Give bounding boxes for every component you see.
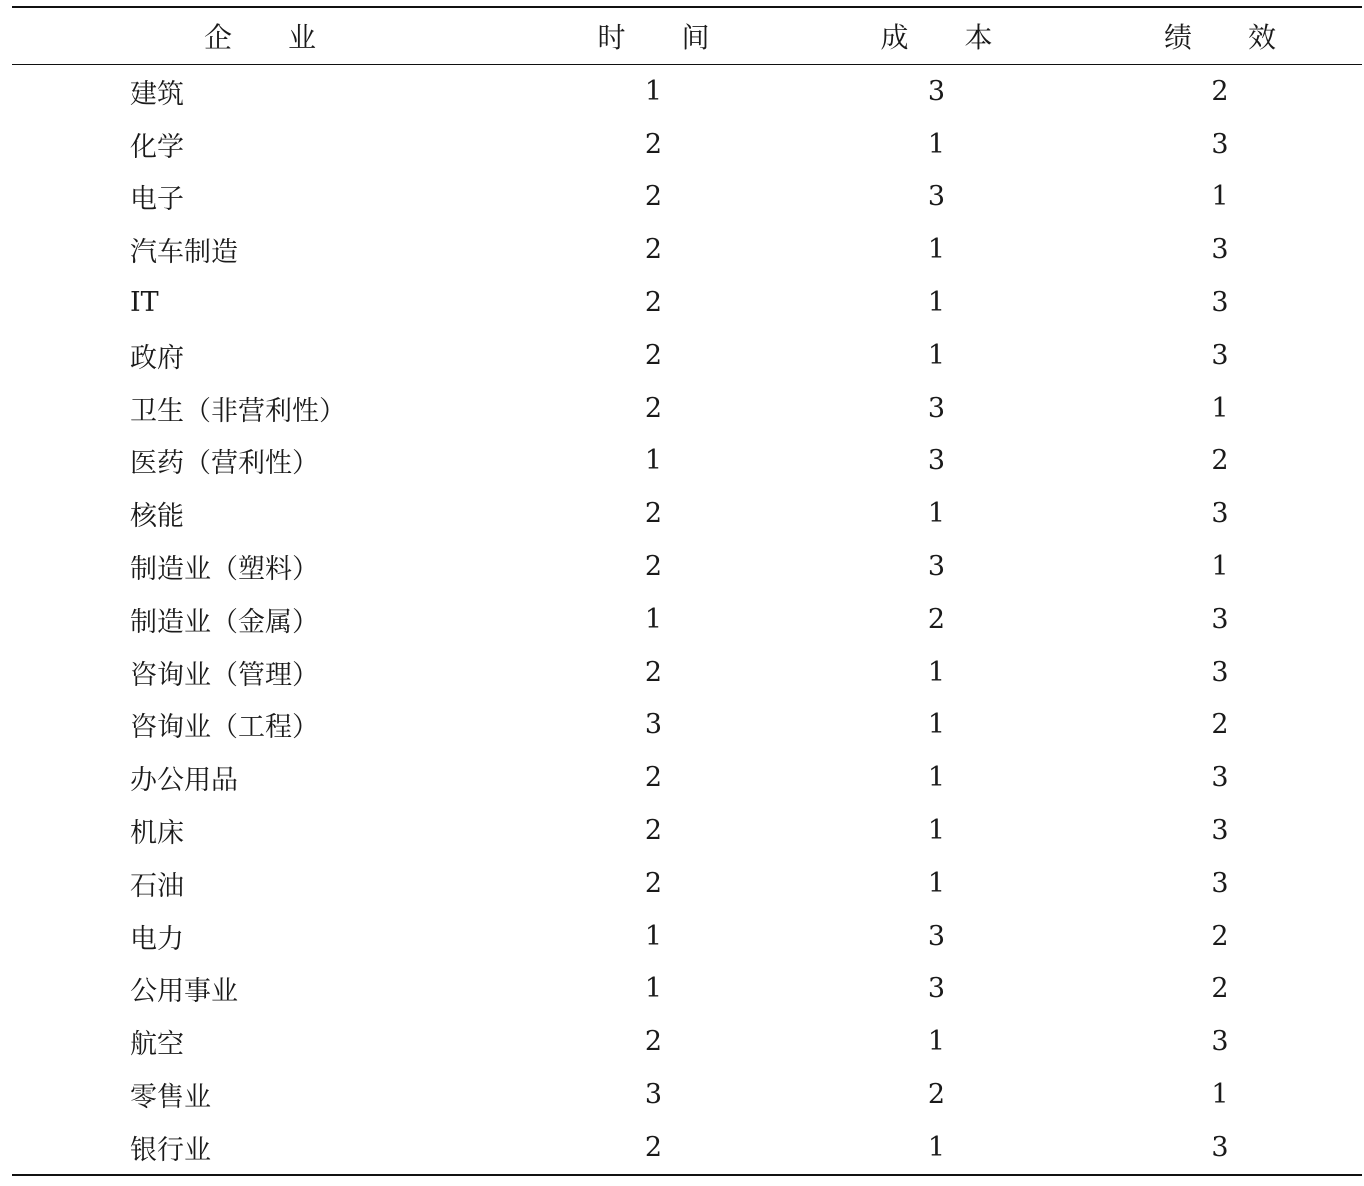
table-row <box>12 857 1362 910</box>
cell-cost: 1 <box>927 867 946 899</box>
cell-cost: 3 <box>927 551 946 583</box>
cell-time: 2 <box>644 656 663 688</box>
cell-industry: 银行业 <box>130 1134 211 1166</box>
table-header <box>12 7 1362 65</box>
cell-performance: 2 <box>1211 973 1229 1005</box>
cell-industry: 制造业（金属） <box>130 606 319 638</box>
cell-performance: 3 <box>1211 867 1229 899</box>
cell-industry: 化学 <box>130 131 184 163</box>
cell-performance: 1 <box>1211 392 1229 424</box>
cell-cost: 1 <box>927 762 946 794</box>
cell-industry: 汽车制造 <box>130 237 238 269</box>
cell-time: 2 <box>644 815 663 847</box>
industry-priority-table-container <box>12 6 1362 1176</box>
table-row <box>12 382 1362 435</box>
table-row <box>12 65 1362 118</box>
cell-industry: 机床 <box>130 818 184 850</box>
cell-cost: 1 <box>927 287 946 319</box>
cell-time: 2 <box>644 234 663 266</box>
cell-time: 3 <box>644 1079 663 1111</box>
table-row <box>12 435 1362 488</box>
cell-performance: 3 <box>1211 762 1229 794</box>
cell-performance: 3 <box>1211 498 1229 530</box>
cell-time: 2 <box>644 128 663 160</box>
table-row <box>12 487 1362 540</box>
cell-time: 2 <box>644 551 663 583</box>
cell-time: 1 <box>644 75 663 107</box>
cell-industry: IT <box>130 287 159 319</box>
cell-cost: 3 <box>927 392 946 424</box>
cell-industry: 办公用品 <box>130 765 238 797</box>
cell-cost: 1 <box>927 498 946 530</box>
cell-industry: 制造业（塑料） <box>130 554 319 586</box>
cell-industry: 石油 <box>130 870 184 902</box>
header-industry: 企 业 <box>204 21 317 54</box>
cell-performance: 1 <box>1211 1079 1229 1111</box>
cell-performance: 3 <box>1211 815 1229 847</box>
cell-industry: 卫生（非营利性） <box>130 395 346 427</box>
cell-time: 2 <box>644 392 663 424</box>
table-body <box>12 65 1362 1175</box>
cell-industry: 电子 <box>130 184 184 216</box>
cell-performance: 2 <box>1211 75 1229 107</box>
cell-cost: 1 <box>927 815 946 847</box>
cell-performance: 3 <box>1211 1131 1229 1163</box>
cell-performance: 3 <box>1211 603 1229 635</box>
cell-performance: 2 <box>1211 709 1229 741</box>
cell-cost: 1 <box>927 1131 946 1163</box>
table-row <box>12 118 1362 171</box>
cell-cost: 2 <box>927 603 946 635</box>
header-performance: 绩 效 <box>1163 21 1276 54</box>
cell-cost: 3 <box>927 181 946 213</box>
cell-time: 1 <box>644 603 663 635</box>
cell-time: 1 <box>644 920 663 952</box>
cell-performance: 1 <box>1211 551 1229 583</box>
cell-industry: 公用事业 <box>130 976 238 1008</box>
cell-time: 1 <box>644 973 663 1005</box>
cell-cost: 1 <box>927 128 946 160</box>
table-row <box>12 804 1362 857</box>
table-row <box>12 171 1362 224</box>
cell-cost: 3 <box>927 973 946 1005</box>
industry-priority-table <box>12 6 1362 1176</box>
cell-performance: 2 <box>1211 445 1229 477</box>
cell-performance: 3 <box>1211 234 1229 266</box>
table-row <box>12 1015 1362 1068</box>
cell-industry: 航空 <box>130 1029 184 1061</box>
cell-performance: 1 <box>1211 181 1229 213</box>
cell-industry: 医药（营利性） <box>130 448 319 480</box>
cell-time: 2 <box>644 287 663 319</box>
cell-time: 2 <box>644 1026 663 1058</box>
table-row <box>12 593 1362 646</box>
cell-performance: 3 <box>1211 1026 1229 1058</box>
cell-time: 3 <box>644 709 663 741</box>
cell-performance: 3 <box>1211 339 1229 371</box>
table-row <box>12 223 1362 276</box>
cell-performance: 3 <box>1211 656 1229 688</box>
cell-performance: 3 <box>1211 287 1229 319</box>
cell-industry: 核能 <box>130 501 184 533</box>
cell-performance: 3 <box>1211 128 1229 160</box>
table-row <box>12 1068 1362 1121</box>
table-row <box>12 646 1362 699</box>
table-row <box>12 910 1362 963</box>
table-row <box>12 1121 1362 1175</box>
cell-cost: 3 <box>927 445 946 477</box>
cell-industry: 建筑 <box>130 78 184 110</box>
header-cost: 成 本 <box>880 21 993 54</box>
table-row <box>12 329 1362 382</box>
cell-performance: 2 <box>1211 920 1229 952</box>
cell-industry: 咨询业（管理） <box>130 659 319 691</box>
cell-cost: 1 <box>927 234 946 266</box>
cell-industry: 咨询业（工程） <box>130 712 319 744</box>
table-row <box>12 751 1362 804</box>
cell-time: 2 <box>644 1131 663 1163</box>
cell-time: 2 <box>644 498 663 530</box>
cell-cost: 1 <box>927 656 946 688</box>
cell-cost: 1 <box>927 339 946 371</box>
cell-cost: 1 <box>927 1026 946 1058</box>
cell-time: 1 <box>644 445 663 477</box>
table-row <box>12 699 1362 752</box>
cell-industry: 政府 <box>130 342 184 374</box>
cell-time: 2 <box>644 339 663 371</box>
cell-cost: 1 <box>927 709 946 741</box>
table-row <box>12 540 1362 593</box>
header-row <box>12 7 1362 65</box>
cell-industry: 零售业 <box>130 1082 211 1114</box>
cell-time: 2 <box>644 867 663 899</box>
header-time: 时 间 <box>597 21 710 54</box>
cell-time: 2 <box>644 181 663 213</box>
cell-time: 2 <box>644 762 663 794</box>
cell-industry: 电力 <box>130 923 184 955</box>
cell-cost: 3 <box>927 920 946 952</box>
cell-cost: 3 <box>927 75 946 107</box>
table-row <box>12 963 1362 1016</box>
table-row <box>12 276 1362 329</box>
cell-cost: 2 <box>927 1079 946 1111</box>
